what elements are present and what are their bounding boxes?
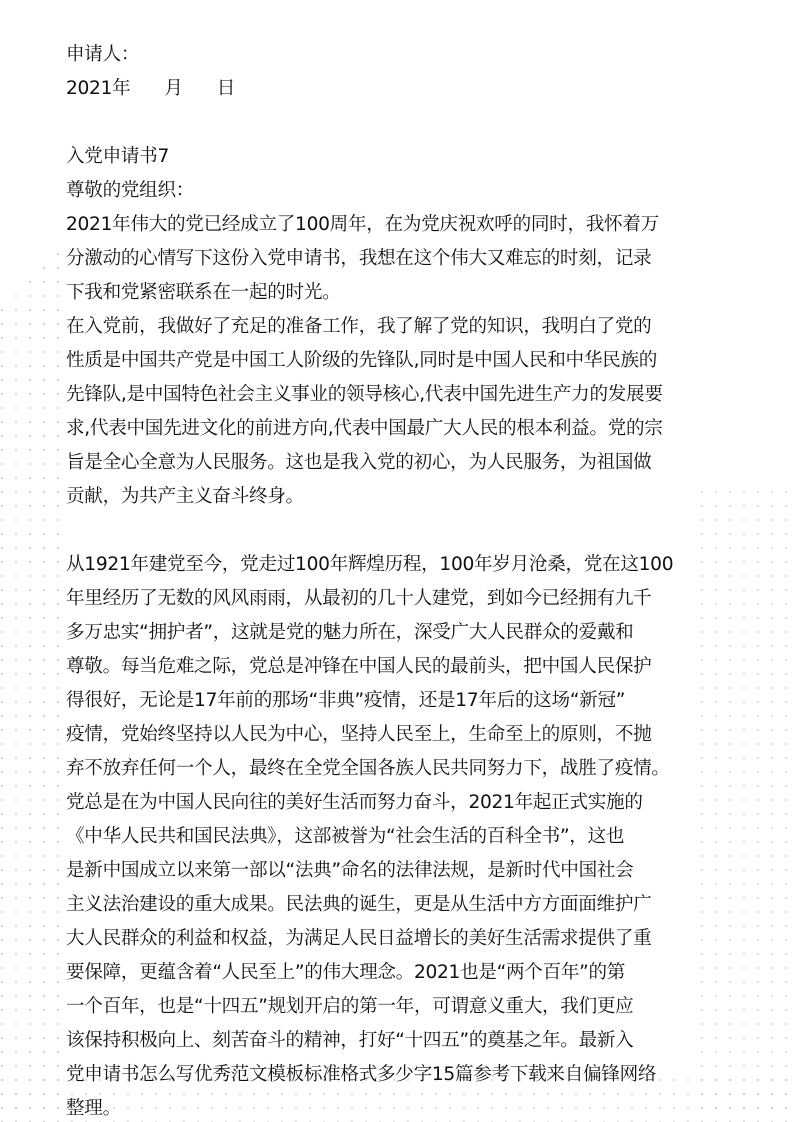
date-year: 2021年	[66, 78, 131, 99]
date-day: 日	[216, 78, 236, 99]
paragraph-line: 2021年伟大的党已经成立了100周年，在为党庆祝欢呼的同时，我怀着万	[66, 214, 659, 235]
paragraph-line: 年里经历了无数的风风雨雨，从最初的几十人建党，到如今已经拥有九千	[66, 588, 652, 609]
paragraph-line: 分激动的心情写下这份入党申请书，我想在这个伟大又难忘的时刻，记录	[66, 248, 652, 269]
paragraph-line: 弃不放弃任何一个人，最终在全党全国各族人民共同努力下，战胜了疫情。	[66, 758, 670, 779]
paragraph-line: 是新中国成立以来第一部以“法典”命名的法律法规，是新时代中国社会	[66, 860, 634, 881]
paragraph-line: 一个百年，也是“十四五”规划开启的第一年，可谓意义重大，我们更应	[66, 996, 634, 1017]
paragraph-3	[66, 548, 686, 1122]
paragraph-line: 多万忠实“拥护者”，这就是党的魅力所在，深受广大人民群众的爱戴和	[66, 622, 634, 643]
date-month: 月	[164, 78, 183, 99]
paragraph-line: 大人民群众的利益和权益，为满足人民日益增长的美好生活需求提供了重	[66, 928, 652, 949]
paragraph-line: 该保持积极向上、刻苦奋斗的精神，打好“十四五”的奠基之年。最新入	[66, 1030, 634, 1051]
paragraph-line: 整理。	[66, 1098, 121, 1119]
paragraph-line: 要保障，更蕴含着“人民至上”的伟大理念。2021也是“两个百年”的第	[66, 962, 626, 983]
paragraph-line: 贡献，为共产主义奋斗终身。	[66, 486, 304, 507]
applicant-label: 申请人：	[66, 44, 140, 65]
paragraph-line: 旨是全心全意为人民服务。这也是我入党的初心，为人民服务，为祖国做	[66, 452, 652, 473]
paragraph-line: 尊敬。每当危难之际，党总是冲锋在中国人民的最前头，把中国人民保护	[66, 656, 652, 677]
paragraph-line: 党申请书怎么写优秀范文模板标准格式多少字15篇参考下载来自偏锋网络	[66, 1064, 657, 1085]
paragraph-2	[66, 310, 686, 514]
paragraph-line: 求,代表中国先进文化的前进方向,代表中国最广大人民的根本利益。党的宗	[66, 418, 663, 439]
document-body	[66, 38, 686, 1122]
paragraph-line: 在入党前，我做好了充足的准备工作，我了解了党的知识，我明白了党的	[66, 316, 652, 337]
paragraph-line: 先锋队,是中国特色社会主义事业的领导核心,代表中国先进生产力的发展要	[66, 384, 663, 405]
salutation: 尊敬的党组织：	[66, 180, 195, 201]
paragraph-line: 下我和党紧密联系在一起的时光。	[66, 282, 341, 303]
paragraph-line: 主义法治建设的重大成果。民法典的诞生，更是从生活中方方面面维护广	[66, 894, 652, 915]
paragraph-line: 党总是在为中国人民向往的美好生活而努力奋斗，2021年起正式实施的	[66, 792, 643, 813]
paragraph-line: 《中华人民共和国民法典》，这部被誉为“社会生活的百科全书”，这也	[66, 826, 625, 847]
spacer	[66, 514, 686, 548]
paragraph-line: 得很好，无论是17年前的那场“非典”疫情，还是17年后的这场“新冠”	[66, 690, 626, 711]
spacer	[66, 106, 686, 140]
paragraph-line: 疫情，党始终坚持以人民为中心，坚持人民至上，生命至上的原则，不抛	[66, 724, 652, 745]
date-line	[66, 72, 686, 106]
document-title: 入党申请书7	[66, 146, 169, 167]
paragraph-1	[66, 208, 686, 310]
paragraph-line: 性质是中国共产党是中国工人阶级的先锋队,同时是中国人民和中华民族的	[66, 350, 658, 371]
paragraph-line: 从1921年建党至今，党走过100年辉煌历程，100年岁月沧桑，党在这100	[66, 554, 674, 575]
